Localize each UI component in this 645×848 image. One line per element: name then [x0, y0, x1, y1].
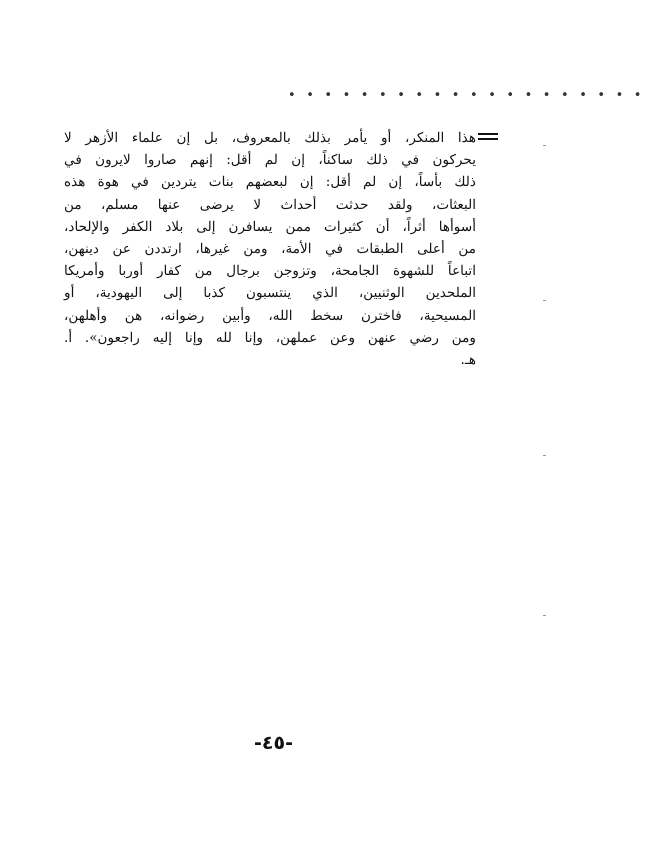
text-line: البعثات، ولقد حدثت أحداث لا يرضى عنها مسلم، من: [64, 196, 476, 213]
dot-leader-divider: • • • • • • • • • • • • • • • • • • • •: [288, 88, 645, 103]
edge-mark: [543, 145, 546, 146]
edge-mark: [543, 300, 546, 301]
text-line: ومن رضي عنهن وعن عملهن، وإنا لله وإنا إليه راجعون». أ.: [64, 329, 476, 346]
edge-mark: [543, 455, 546, 456]
text-line-final: هـ.: [460, 352, 476, 369]
text-line: المسيحية، فاخترن سخط الله، وأبين رضوانه، هن وأهلهن،: [64, 307, 476, 324]
text-line: من أعلى الطبقات في الأمة، ومن غيرها، ارتددن عن دينهن،: [64, 241, 476, 258]
text-line: الملحدين الوثنيين، الذي ينتسبون كذبا إلى اليهودية، أو: [64, 285, 476, 302]
text-line: ذلك بأساً، إن لم أقل: إن لبعضهم بنات يتردين في هوة هذه: [64, 174, 476, 191]
text-line: أسوأها أثراً، أن كثيرات ممن يسافرن إلى بلاد الكفر والإلحاد،: [64, 218, 476, 235]
continuation-mark-icon: [478, 133, 498, 145]
edge-mark: [543, 615, 546, 616]
body-paragraph: [64, 127, 476, 371]
text-line: اتباعاً للشهوة الجامحة، وتزوجن برجال من كفار أوربا وأمريكا: [64, 263, 476, 280]
text-line: يحركون في ذلك ساكناً، إن لم أقل: إنهم صاروا لايرون في: [64, 152, 476, 169]
page-number: -٤٥-: [254, 732, 293, 754]
text-line: هذا المنكر، أو يأمر بذلك بالمعروف، بل إن علماء الأزهر لا: [64, 130, 476, 146]
